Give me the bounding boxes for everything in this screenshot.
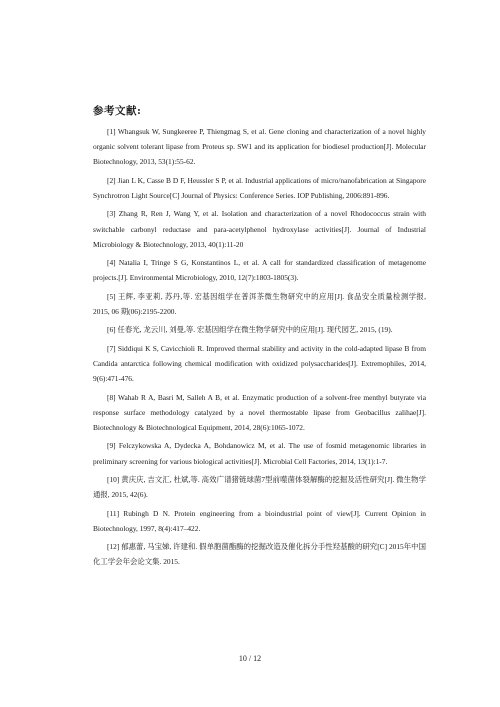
reference-item-1: [1] Whangsuk W, Sungkeeree P, Thiengmag S, et al. Gene cloning and characterization of a novel highly organic solvent tolerant lipase from Proteus sp. SW1 and its application for biodiesel production[J]. Molecular Biotechnology, 2013, 53(1):55-62. xyxy=(93,127,426,167)
reference-item-5: [5] 王辉, 李亚莉, 苏丹,等. 宏基因组学在普洱茶微生物研究中的应用[J]. 食品安全质量检测学报, 2015, 06 期(06):2195-2200. xyxy=(93,291,426,316)
reference-item-12: [12] 郁惠蕾, 马宝娣, 许建和. 假单胞菌酯酶的挖掘改造及催化拆分手性羟基酸的研究[C] 2015年中国化工学会年会论文集. 2015. xyxy=(93,542,426,567)
references-heading: 参考文献: xyxy=(93,105,142,117)
reference-item-11: [11] Rubingh D N. Protein engineering from a bioindustrial point of view[J]. Current Opinion in Biotechnology, 1997, 8(4):417–422. xyxy=(93,508,426,533)
reference-item-7: [7] Siddiqui K S, Cavicchioli R. Improved thermal stability and activity in the cold-adapted lipase B from Candida antarctica following chemical modification with oxidized polysaccharides[J]. Extremophiles, 2014, 9(6):471-476. xyxy=(93,343,426,384)
reference-item-6: [6] 任春光, 龙云川, 刘曼,等. 宏基因组学在微生物学研究中的应用[J]. 现代园艺, 2015, (19). xyxy=(107,325,393,335)
reference-item-8: [8] Wahab R A, Basri M, Salleh A B, et al. Enzymatic production of a solvent-free menthyl butyrate via response surface methodology catalyzed by a novel thermostable lipase from Geobacillus zalihae[J]. Biotechnology & Biotechnological Equipment, 2014, 28(6):1065-1072. xyxy=(93,392,426,432)
reference-item-4: [4] Natalia I, Tringe S G, Konstantinos L, et al. A call for standardized classification of metagenome projects.[J]. Environmental Microbiology, 2010, 12(7):1803-1805(3). xyxy=(93,258,426,283)
reference-item-9: [9] Felczykowska A, Dydecka A, Bohdanowicz M, et al. The use of fosmid metagenomic libraries in preliminary screening for various biological activities[J]. Microbial Cell Factories, 2014, 13(1):1-7. xyxy=(93,441,426,466)
page-number: 10 / 12 xyxy=(238,654,262,663)
reference-list xyxy=(93,124,426,573)
reference-item-3: [3] Zhang R, Ren J, Wang Y, et al. Isolation and characterization of a novel Rhodococcus strain with switchable carbonyl reductase and para-acetylphenol hydroxylase activities[J]. Journal of Industrial Microbiology & Biotechnology, 2013, 40(1):11-20 xyxy=(93,209,426,249)
reference-item-10: [10] 黄庆庆, 吉文汇, 杜斌,等. 高效广谱猪链球菌7型前噬菌体裂解酶的挖掘及活性研究[J]. 微生物学通报, 2015, 42(6). xyxy=(93,474,426,500)
reference-item-2: [2] Jian L K, Casse B D F, Heussler S P, et al. Industrial applications of micro/nanofabrication at Singapore Synchrotron Light Source[C] Journal of Physics: Conference Series. IOP Publishing, 2006:891-896. xyxy=(93,175,426,200)
